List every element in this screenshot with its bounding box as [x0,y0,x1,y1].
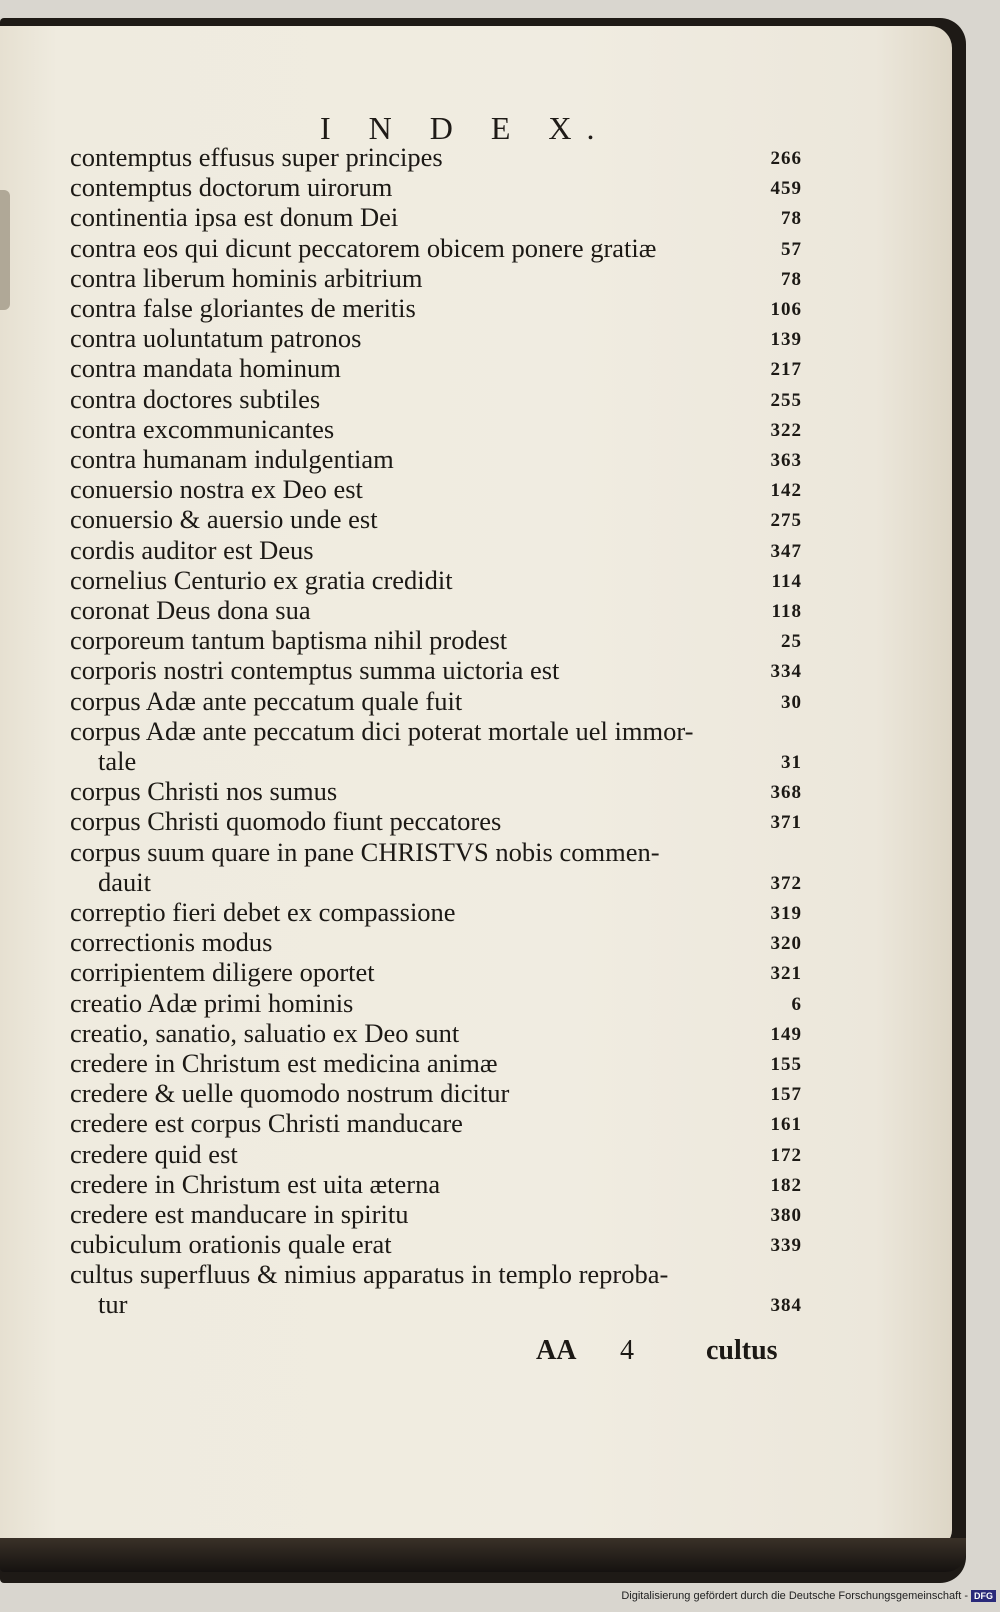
index-heading: I N D E X. [320,110,610,146]
index-entry-text: contra eos qui dicunt peccatorem obicem ponere gratiæ [70,232,657,263]
index-entry-text: contra doctores subtiles [70,383,321,414]
index-entry-text: contra humanam indulgentiam [70,444,394,474]
index-entry-page-number: 380 [770,1205,802,1226]
index-entry-page-number: 182 [770,1174,802,1196]
index-entry-text: credere quid est [70,1138,238,1169]
credit-text: Digitalisierung gefördert durch die Deutsche Forschungsgemeinschaft - [621,1590,968,1602]
index-entry-text: corpus suum quare in pane CHRISTVS nobis commen- [70,836,660,867]
index-entry-page-number: 25 [781,631,802,653]
index-entry-page-number: 320 [770,933,802,955]
index-entry-page-number: 172 [770,1144,802,1166]
index-entry-page-number: 363 [770,450,802,471]
index-entry-page-number: 334 [770,661,802,683]
index-entry-page-number: 372 [770,872,802,894]
index-entry-page-number: 217 [770,359,802,381]
index-entry-text: correctionis modus [70,927,273,958]
index-entry-page-number: 118 [771,601,802,622]
index-entry-text: corripientem diligere oportet [70,957,375,988]
index-entry-continuation: tale [98,745,137,776]
index-entry-text: corpus Christi quomodo fiunt peccatores [70,806,502,837]
index-entry-continuation: dauit [98,866,151,897]
index-entry-page-number: 31 [781,751,802,773]
index-entry-text: credere est corpus Christi manducare [70,1108,463,1139]
index-entry-text: credere est manducare in spiritu [70,1199,409,1229]
index-entry-page-number: 106 [770,299,802,320]
index-entry-text: corporeum tantum baptisma nihil prodest [70,625,508,656]
index-entry-text: correptio fieri debet ex compassione [70,897,456,927]
index-entry-text: corpus Adæ ante peccatum dici poterat mortale uel immor- [70,715,694,746]
index-entry-page-number: 155 [770,1054,802,1075]
index-entry-text: contra liberum hominis arbitrium [70,262,423,293]
index-entry-text: contemptus effusus super principes [70,142,443,172]
index-entry-text: cornelius Centurio ex gratia credidit [70,564,453,595]
catchword: cultus [706,1335,778,1366]
leaf-number: 4 [620,1335,634,1366]
index-entry-page-number: 78 [781,208,802,230]
index-entry-page-number: 275 [770,510,802,532]
index-entry-text: conuersio nostra ex Deo est [70,474,363,505]
index-entry-text: continentia ipsa est donum Dei [70,202,399,233]
index-entry-page-number: 139 [770,329,802,351]
index-entry-text: coronat Deus dona sua [70,595,311,625]
index-entry-page-number: 266 [770,148,802,169]
index-entry-page-number: 459 [770,178,802,200]
index-entry-page-number: 368 [770,782,802,804]
index-entry-page-number: 30 [781,691,802,713]
index-entry-text: cultus superfluus & nimius apparatus in templo reproba- [70,1259,669,1290]
index-entry-text: creatio, sanatio, saluatio ex Deo sunt [70,1017,460,1048]
index-entry-page-number: 255 [770,389,802,411]
index-entry-text: contemptus doctorum uirorum [70,172,393,203]
index-entry-continuation: tur [98,1289,128,1320]
signature-mark: AA [536,1335,577,1366]
index-entry-text: corpus Christi nos sumus [70,776,338,807]
index-entry-text: cubiculum orationis quale erat [70,1229,392,1260]
index-entry-text: creatio Adæ primi hominis [70,987,354,1018]
index-entry-page-number: 6 [791,993,802,1015]
index-entry-page-number: 149 [770,1023,802,1045]
index-entry-text: credere in Christum est medicina animæ [70,1048,498,1078]
index-entry-page-number: 78 [781,268,802,290]
index-entry-text: cordis auditor est Deus [70,534,314,565]
index-entry-text: credere & uelle quomodo nostrum dicitur [70,1078,510,1109]
index-entry-text: contra false gloriantes de meritis [70,293,416,323]
index-entry-page-number: 339 [770,1235,802,1257]
index-entry-text: contra excommunicantes [70,413,335,444]
index-entry-text: conuersio & auersio unde est [70,504,378,535]
index-entry-page-number: 371 [770,812,802,834]
index-entry-page-number: 322 [770,419,802,441]
page-bottom-shadow [0,1538,966,1572]
index-entry-page-number: 321 [770,963,802,985]
index-entry-page-number: 142 [770,480,802,502]
index-entry-text: contra mandata hominum [70,353,341,384]
index-entry-page-number: 157 [770,1084,802,1106]
index-entry-page-number: 384 [770,1295,802,1317]
index-entry-text: contra uoluntatum patronos [70,323,362,354]
index-entry-text: credere in Christum est uita æterna [70,1168,441,1199]
digitization-credit [0,1590,996,1602]
index-entry-text: corporis nostri contemptus summa uictoria est [70,655,560,686]
index-entry-page-number: 57 [781,238,802,260]
dfg-logo: DFG [971,1590,996,1602]
page-stain [0,190,10,310]
index-entry-page-number: 114 [771,570,802,592]
index-entry-page-number: 319 [770,903,802,924]
index-entry-page-number: 347 [770,540,802,562]
index-entry-text: corpus Adæ ante peccatum quale fuit [70,685,463,716]
index-entry-page-number: 161 [770,1114,802,1136]
